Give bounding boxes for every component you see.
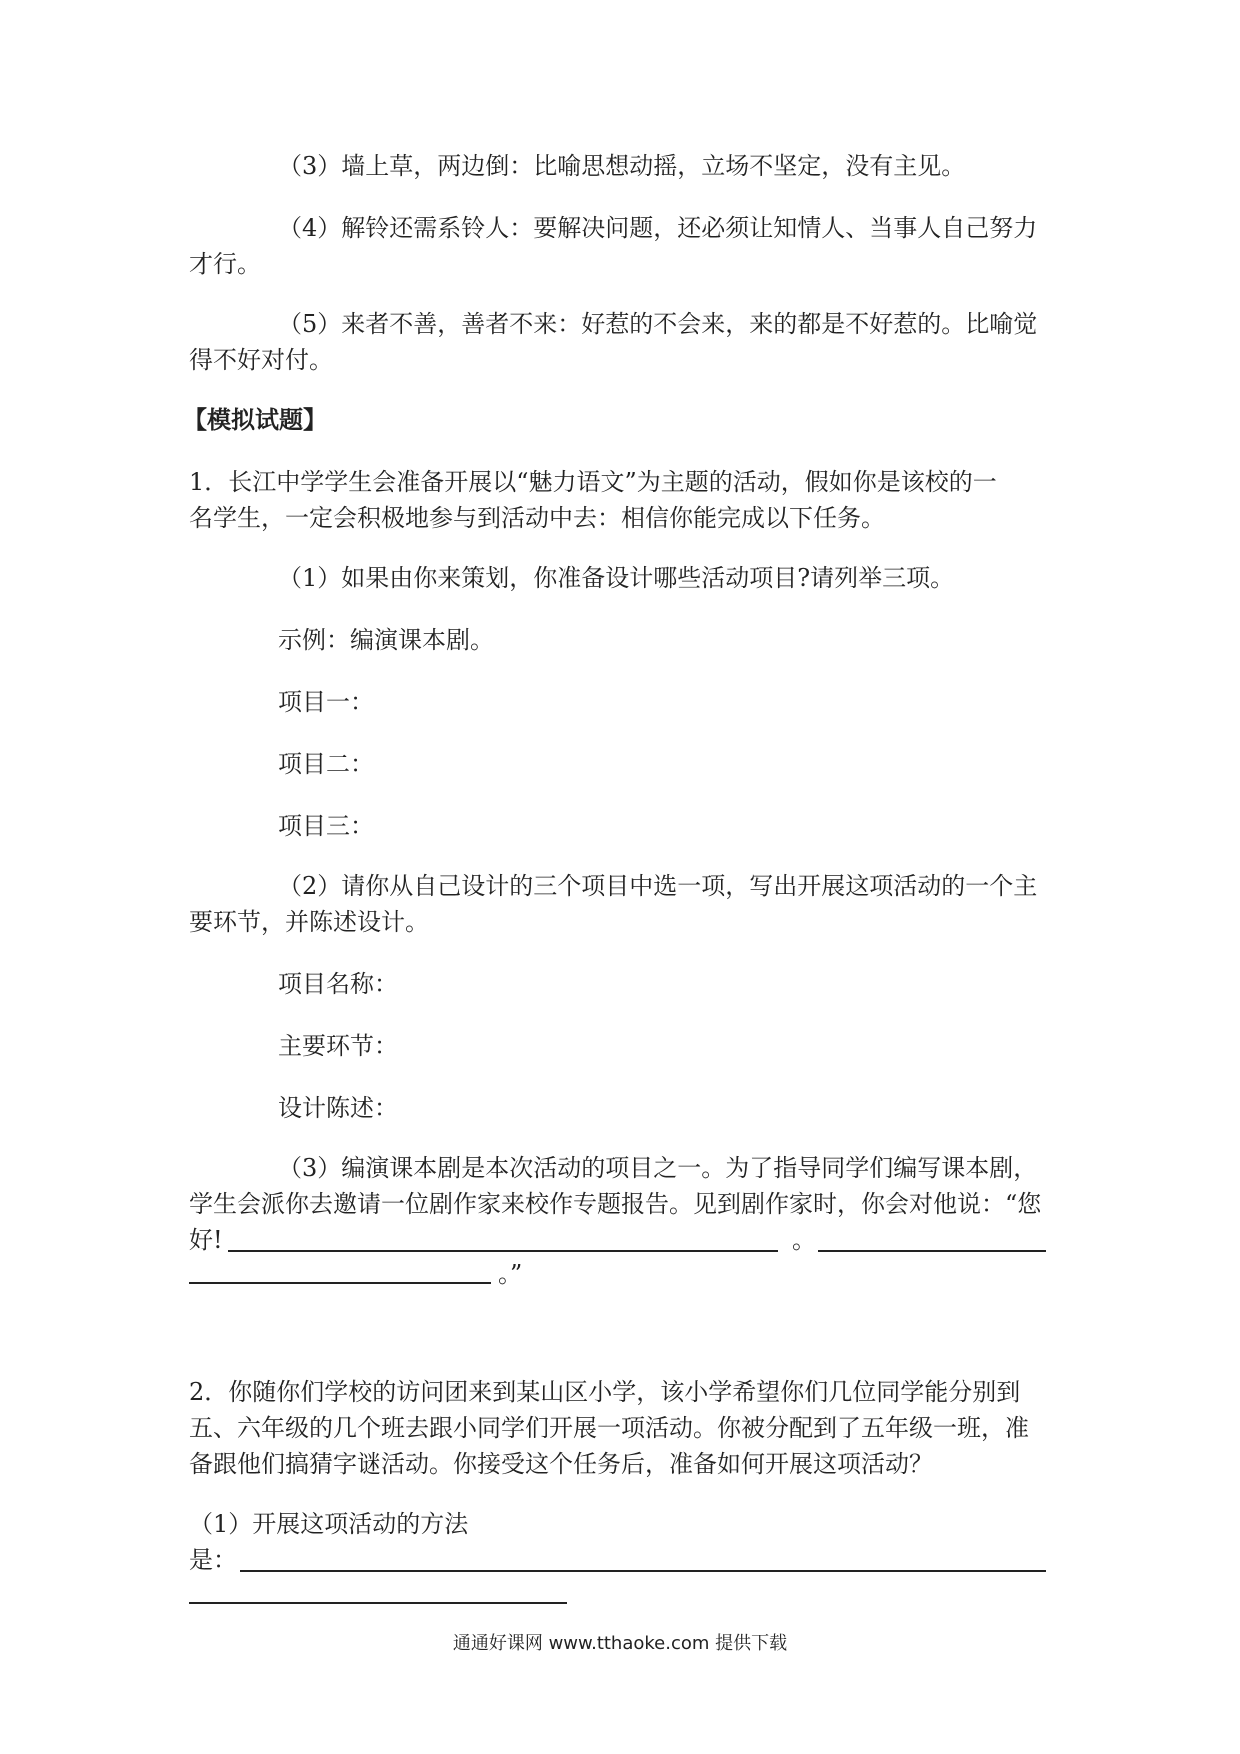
- q1-example: 示例：编演课本剧。: [278, 626, 494, 654]
- idiom-item-5-line2: 得不好对付。: [189, 346, 333, 374]
- q1-main-step: 主要环节：: [278, 1032, 398, 1060]
- idiom-item-4-line2: 才行。: [189, 250, 261, 278]
- idiom-item-3: （3）墙上草，两边倒：比喻思想动摇，立场不坚定，没有主见。: [278, 152, 966, 180]
- q1-part3-period: 。: [792, 1226, 816, 1254]
- answer-blank-1: [228, 1250, 778, 1252]
- q1-project-1: 项目一：: [278, 688, 374, 716]
- q2-part1-line2: 是：: [189, 1546, 237, 1574]
- section-title: 【模拟试题】: [183, 405, 327, 434]
- idiom-item-5-line1: （5）来者不善，善者不来：好惹的不会来，来的都是不好惹的。比喻觉: [278, 310, 1038, 338]
- q1-part2-line1: （2）请你从自己设计的三个项目中选一项，写出开展这项活动的一个主: [278, 872, 1038, 900]
- q1-part3-line2: 学生会派你去邀请一位剧作家来校作专题报告。见到剧作家时，你会对他说：“您: [189, 1190, 1042, 1218]
- idiom-item-4-line1: （4）解铃还需系铃人：要解决问题，还必须让知情人、当事人自己努力: [278, 214, 1038, 242]
- q1-project-name: 项目名称：: [278, 970, 398, 998]
- answer-blank-5: [189, 1602, 567, 1604]
- answer-blank-4: [240, 1570, 1046, 1572]
- q1-stem-line2: 名学生，一定会积极地参与到活动中去：相信你能完成以下任务。: [189, 504, 885, 532]
- q1-design-statement: 设计陈述：: [278, 1094, 398, 1122]
- q1-part3-line1: （3）编演课本剧是本次活动的项目之一。为了指导同学们编写课本剧，: [278, 1154, 1038, 1182]
- q1-part3-hello: 好!: [189, 1226, 223, 1254]
- q1-part3-end: 。”: [498, 1260, 523, 1288]
- q1-part1: （1）如果由你来策划，你准备设计哪些活动项目?请列举三项。: [278, 564, 955, 592]
- q1-part2-line2: 要环节，并陈述设计。: [189, 908, 429, 936]
- q1-project-3: 项目三：: [278, 812, 374, 840]
- answer-blank-2: [818, 1250, 1046, 1252]
- q2-stem-line2: 五、六年级的几个班去跟小同学们开展一项活动。你被分配到了五年级一班，准: [189, 1414, 1029, 1442]
- q1-stem-line1: 1．长江中学学生会准备开展以“魅力语文”为主题的活动，假如你是该校的一: [189, 468, 997, 496]
- q1-project-2: 项目二：: [278, 750, 374, 778]
- q2-stem-line1: 2．你随你们学校的访问团来到某山区小学，该小学希望你们几位同学能分别到: [189, 1378, 1021, 1406]
- q2-stem-line3: 备跟他们搞猜字谜活动。你接受这个任务后，准备如何开展这项活动？: [189, 1450, 933, 1478]
- page-footer: 通通好课网 www.tthaoke.com 提供下载: [452, 1633, 788, 1654]
- q2-part1-line1: （1）开展这项活动的方法: [189, 1510, 469, 1538]
- answer-blank-3: [189, 1282, 491, 1284]
